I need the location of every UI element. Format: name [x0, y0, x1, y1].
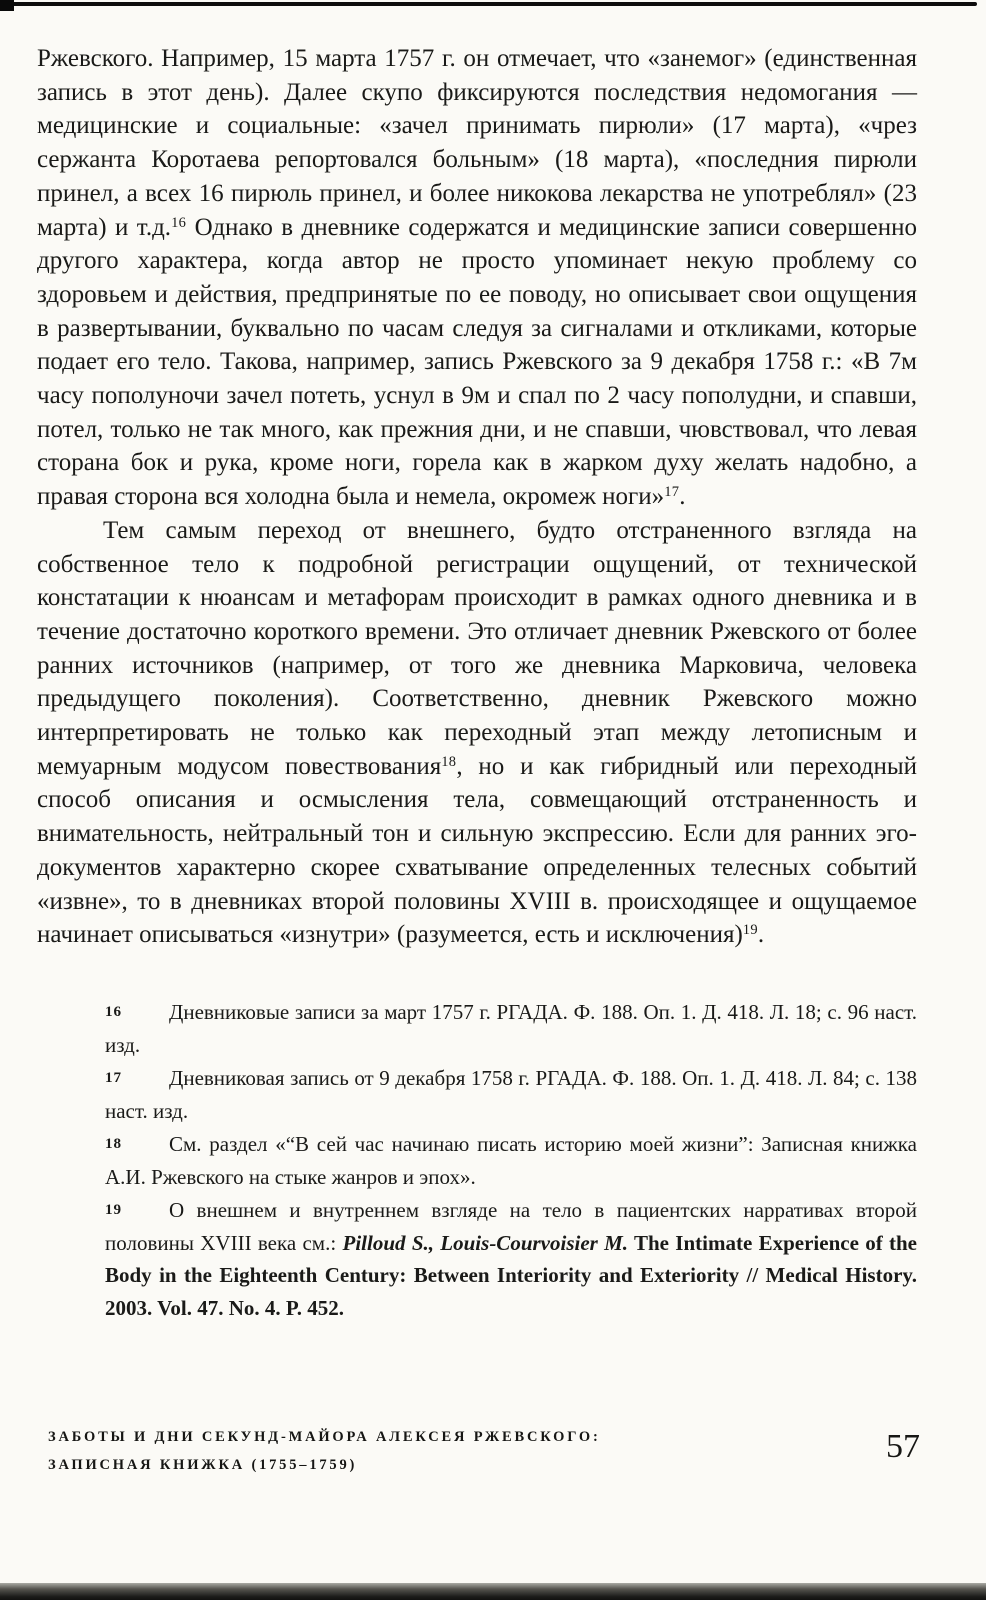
scan-edge-artifact-top	[5, 2, 977, 6]
running-title	[48, 1424, 601, 1479]
footnote-marker: 19	[105, 1201, 123, 1218]
page-number: 57	[886, 1428, 920, 1465]
footnote-text: Дневниковая запись от 9 декабря 1758 г. РГАДА. Ф. 188. Оп. 1. Д. 418. Л. 84; с. 138 наст. изд.	[105, 1065, 917, 1123]
footnote	[105, 996, 917, 1062]
footnote-marker: 16	[105, 1004, 123, 1021]
footnote-text: Дневниковые записи за март 1757 г. РГАДА. Ф. 188. Оп. 1. Д. 418. Л. 18; с. 96 наст. изд.	[105, 999, 917, 1058]
footnote	[105, 1062, 917, 1128]
running-title-line: ЗАПИСНАЯ КНИЖКА (1755–1759)	[48, 1456, 358, 1473]
footnote-marker: 17	[105, 1070, 123, 1087]
footnote	[105, 1128, 917, 1194]
scan-edge-artifact-bottom	[0, 1583, 986, 1600]
footnote-marker: 18	[105, 1136, 123, 1153]
paragraph: Тем самым переход от внешнего, будто отстраненного взгляда на собственное тело к подробной регистрации ощущений, от технической констатации к нюансам и метафорам происходит в рамках одного дневника и в течение достаточно короткого времени. Это отличает дневник Ржевского от более ранних источников (например, от того же дневника Марковича, человека предыдущего поколения). Соответственно, дневник Ржевского можно интерпретировать не только как переходный этап между летописным и мемуарным модусом повествования$^{18}$, но и как гибридный или переходный способ описания и осмысления тела, совмещающий отстраненность и внимательность, нейтральный тон и сильную экспрессию. Если для ранних эго-документов характерно скорее схватывание определенных телесных событий «извне», то в дневниках второй половины XVIII в. происходящее и ощущаемое начинает описываться «изнутри» (разумеется, есть и исключения)$^{19}$.	[37, 516, 917, 949]
footnote-text: См. раздел «“В сей час начинаю писать историю моей жизни”: Записная книжка А.И. Ржевского на стыке жанров и эпох».	[105, 1131, 917, 1189]
page-body	[37, 42, 917, 1325]
scan-corner-artifact	[0, 0, 14, 11]
page-footer	[48, 1424, 920, 1479]
running-title-line: ЗАБОТЫ И ДНИ СЕКУНД-МАЙОРА АЛЕКСЕЯ РЖЕВСКОГО:	[48, 1429, 601, 1445]
footnotes-section	[37, 996, 917, 1325]
footnote-text: О внешнем и внутреннем взгляде на тело в пациентских нарративах второй половины XVIII века см.: Pilloud S., Louis-Courvoisier M. The Intimate Experience of the Body in the Eighteenth Century: Between Interiority and Exteriority // Medical History. 2003. Vol. 47. No. 4. P. 452.	[105, 1197, 917, 1321]
paragraph: Ржевского. Например, 15 марта 1757 г. он отмечает, что «занемог» (единственная запись в этот день). Далее скупо фиксируются последствия недомогания — медицинские и социальные: «зачел принимать пирюли» (17 марта), «чрез сержанта Коротаева репортовался больным» (18 марта), «последния пирюли принел, а всех 16 пирюль принел, и более никокова лекарства не употреблял» (23 марта) и т.д.$^{16}$ Однако в дневнике содержатся и медицинские записи совершенно другого характера, когда автор не просто упоминает некую проблему со здоровьем и действия, предпринятые по ее поводу, но описывает свои ощущения в развертывании, буквально по часам следуя за сигналами и откликами, которые подает его тело. Такова, например, запись Ржевского за 9 декабря 1758 г.: «В 7м часу пополуночи зачел потеть, уснул в 9м и спал по 2 часу пополудни, и спавши, потел, только не так много, как прежния дни, и не спавши, чювствовал, что левая сторана бок и рука, кроме ноги, горела как в жарком духу желать надобно, а правая сторона вся холодна была и немела, окромеж ноги»$^{17}$.	[37, 45, 917, 511]
footnote	[105, 1194, 917, 1325]
